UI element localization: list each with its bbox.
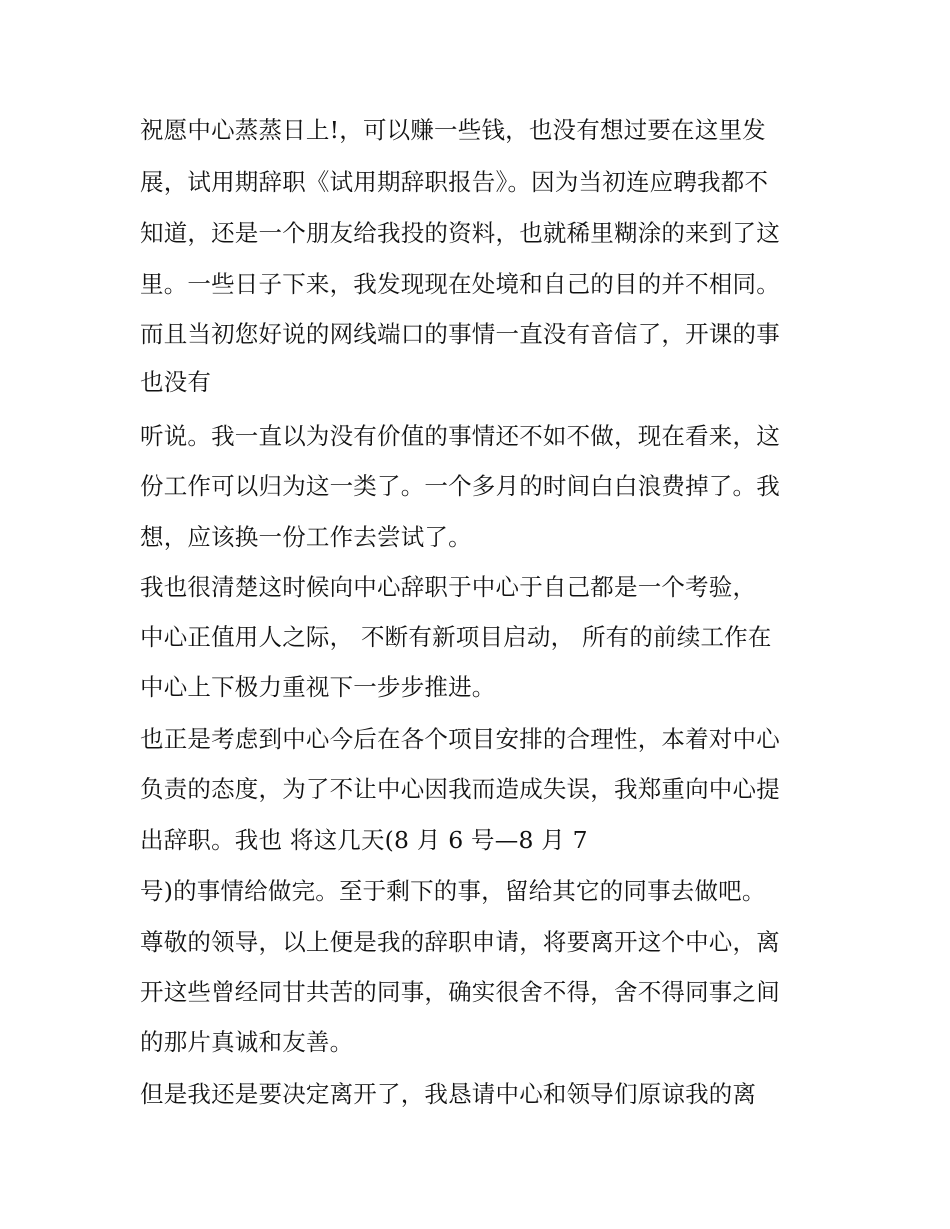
text-line-7: 听说。我一直以为没有价值的事情还不如不做，现在看来，这: [140, 422, 780, 450]
text-line-3: 知道，还是一个朋友给我投的资料，也就稀里糊涂的来到了这: [140, 219, 780, 247]
text-line-15: 出辞职。我也 将这几天(8 月 6 号—8 月 7: [140, 826, 588, 854]
text-line-5: 而且当初您好说的网线端口的事情一直没有音信了，开课的事: [140, 320, 780, 348]
text-line-8: 份工作可以归为这一类了。一个多月的时间白白浪费掉了。我: [140, 472, 780, 500]
text-line-12: 中心上下极力重视下一步步推进。: [140, 673, 496, 701]
text-line-2: 展，试用期辞职《试用期辞职报告》。因为当初连应聘我都不: [140, 168, 769, 196]
text-line-11: 中心正值用人之际， 不断有新项目启动， 所有的前续工作在: [140, 623, 772, 651]
text-line-13: 也正是考虑到中心今后在各个项目安排的合理性，本着对中心: [140, 725, 780, 753]
text-line-20: 但是我还是要决定离开了，我恳请中心和领导们原谅我的离: [140, 1080, 757, 1108]
text-line-6: 也没有: [140, 368, 212, 396]
text-line-19: 的那片真诚和友善。: [140, 1028, 354, 1056]
text-line-16: 号)的事情给做完。至于剩下的事，留给其它的同事去做吧。: [140, 877, 766, 905]
text-line-18: 开这些曾经同甘共苦的同事，确实很舍不得，舍不得同事之间: [140, 978, 780, 1006]
text-line-10: 我也很清楚这时候向中心辞职于中心于自己都是一个考验，: [140, 573, 757, 601]
text-line-14: 负责的态度，为了不让中心因我而造成失误，我郑重向中心提: [140, 775, 780, 803]
text-line-4: 里。一些日子下来，我发现现在处境和自己的目的并不相同。: [140, 270, 780, 298]
text-line-9: 想，应该换一份工作去尝试了。: [140, 523, 472, 551]
text-line-1: 祝愿中心蒸蒸日上!，可以赚一些钱，也没有想过要在这里发: [140, 116, 766, 144]
text-line-17: 尊敬的领导，以上便是我的辞职申请，将要离开这个中心，离: [140, 928, 780, 956]
